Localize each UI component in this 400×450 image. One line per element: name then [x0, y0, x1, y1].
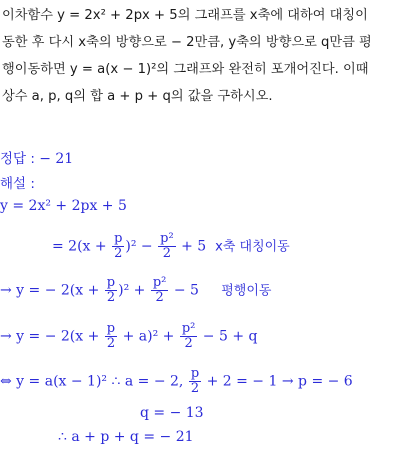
step-3-note: 평행이동 [221, 283, 272, 299]
step-4-mid: + a)² + [118, 328, 179, 345]
fraction-denominator: 2 [106, 336, 116, 351]
step-4 [0, 322, 400, 351]
fraction-denominator: 2 [190, 381, 200, 396]
step-5 [0, 367, 400, 396]
step-7: ∴ a + p + q = − 21 [58, 429, 194, 445]
fraction [189, 367, 201, 396]
fraction-numerator: p [106, 275, 116, 290]
step-3-mid: )² + [118, 282, 150, 299]
fraction-denominator: 2 [155, 290, 164, 305]
fraction-denominator: 2 [184, 336, 193, 351]
fraction [158, 232, 176, 261]
step-3-suffix: − 5 [169, 282, 199, 299]
problem-line-2: 동한 후 다시 x축의 방향으로 − 2만큼, y축의 방향으로 q만큼 평 [2, 35, 372, 50]
fraction-numerator: p [106, 321, 116, 336]
fraction [112, 232, 124, 261]
step-3-prefix: → y = − 2(x + [0, 282, 104, 299]
problem-line-4: 상수 a, p, q의 합 a + p + q의 값을 구하시오. [2, 89, 273, 104]
fraction-numerator: p [114, 231, 123, 246]
fraction-numerator: p² [152, 275, 167, 290]
fraction-numerator: p² [160, 231, 174, 246]
step-2 [52, 232, 400, 261]
fraction [180, 322, 198, 351]
fraction-denominator: 2 [106, 290, 116, 305]
answer-line [0, 147, 400, 167]
step-6: q = − 13 [140, 405, 204, 421]
problem-statement [2, 2, 398, 110]
step-4-suffix: − 5 + q [198, 328, 258, 345]
fraction-numerator: p² [181, 321, 196, 336]
fraction [105, 322, 117, 351]
answer-label: 정답 : [0, 151, 40, 167]
fraction [151, 276, 169, 305]
explanation-label: 해설 : [0, 176, 35, 192]
step-2-prefix: = 2(x + [52, 238, 112, 255]
step-5-suffix: + 2 = − 1 → p = − 6 [202, 373, 353, 390]
step-2-note: x축 대칭이동 [215, 239, 290, 255]
step-2-mid: )² − [125, 238, 158, 255]
fraction-numerator: p [190, 366, 200, 381]
problem-line-3: 행이동하면 y = a(x − 1)²의 그래프와 완전히 포개어진다. 이때 [2, 62, 369, 77]
fraction-denominator: 2 [114, 246, 123, 261]
step-5-prefix: ⇔ y = a(x − 1)² ∴ a = − 2, [0, 373, 188, 390]
step-3 [0, 276, 400, 305]
fraction-denominator: 2 [162, 246, 172, 261]
answer-value: − 21 [39, 151, 74, 167]
step-1: y = 2x² + 2px + 5 [0, 198, 127, 214]
step-4-prefix: → y = − 2(x + [0, 328, 104, 345]
fraction [105, 276, 117, 305]
step-2-suffix: + 5 [176, 238, 207, 255]
problem-line-1: 이차함수 y = 2x² + 2px + 5의 그래프를 x축에 대하여 대칭이 [2, 8, 368, 23]
